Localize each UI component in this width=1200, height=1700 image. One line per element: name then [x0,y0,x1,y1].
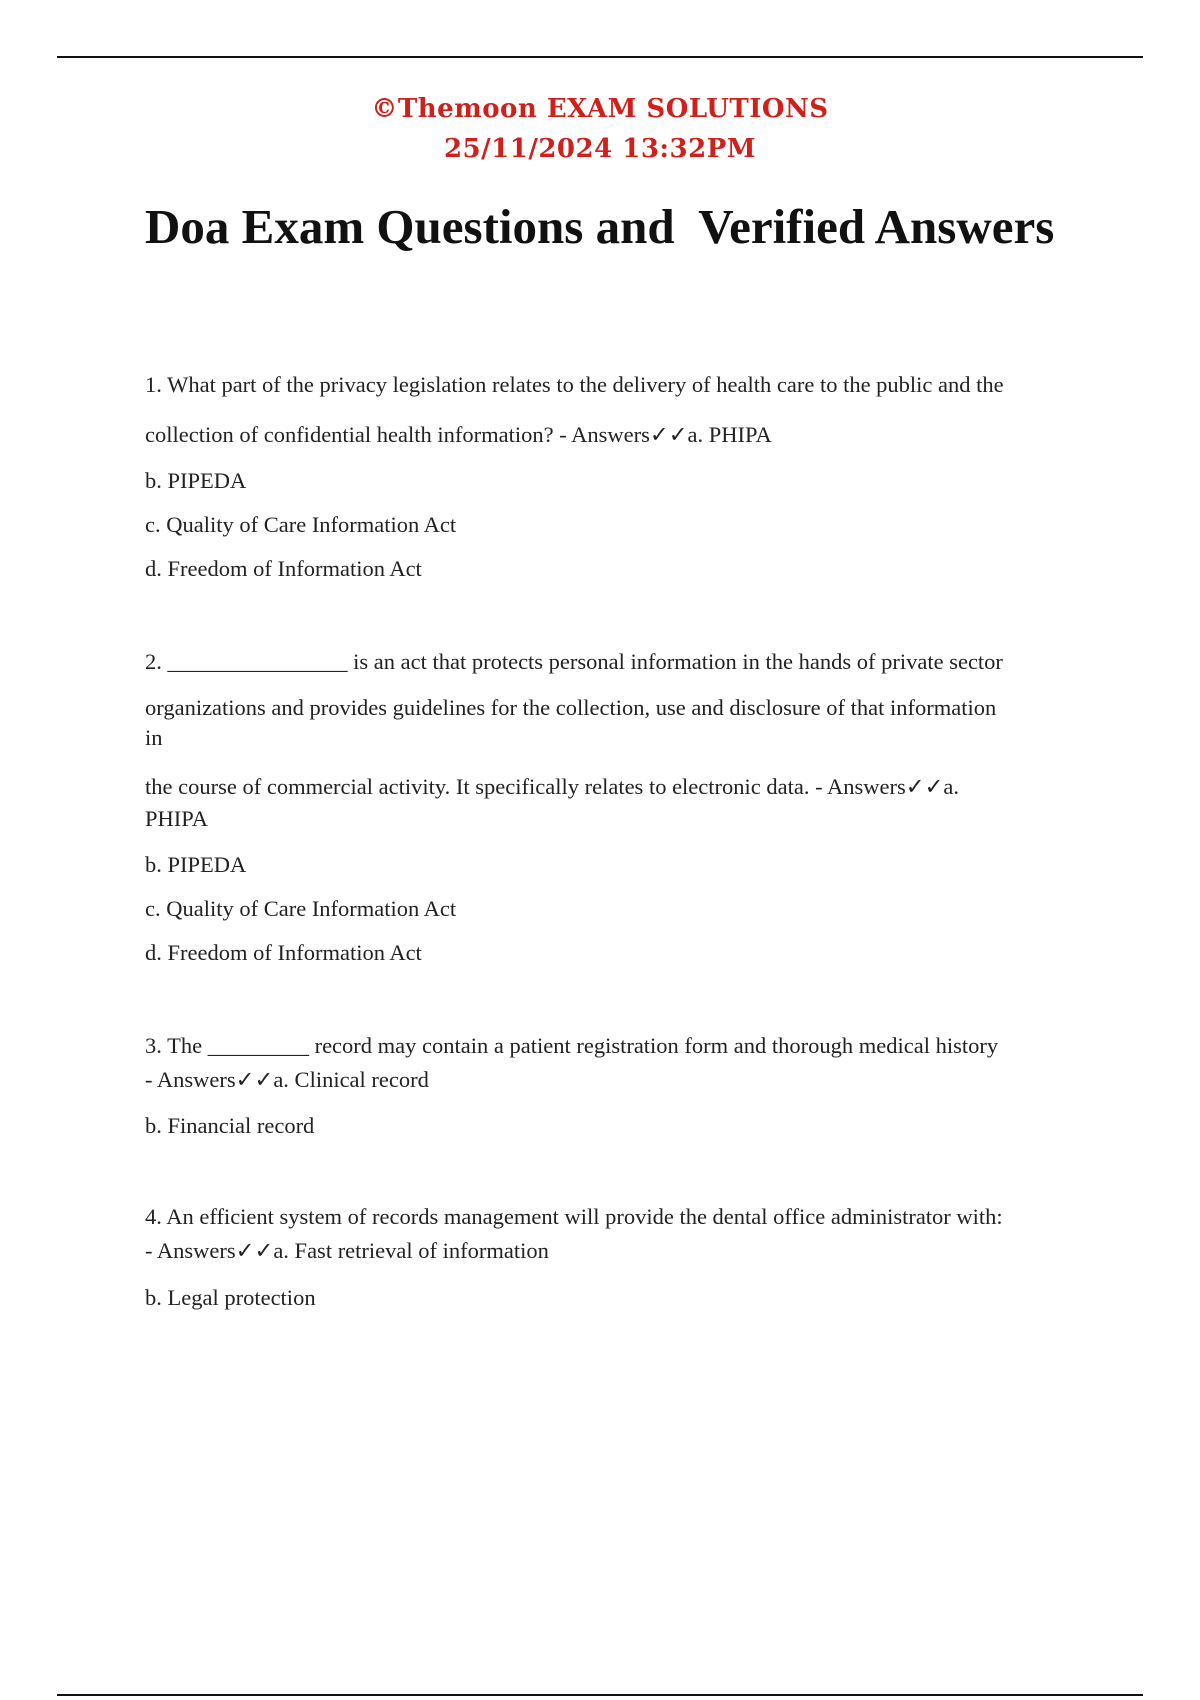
question-3-answer: - Answers✓✓a. Clinical record [145,1067,429,1092]
question-2-answer-wrap: PHIPA [145,806,208,831]
question-2-option-c: c. Quality of Care Information Act [145,896,457,921]
question-2-option-b: b. PIPEDA [145,852,247,877]
question-1-answer: collection of confidential health information? - Answers✓✓a. PHIPA [145,422,772,447]
document-title: Doa Exam Questions and Verified Answers [145,199,1055,254]
question-3-text: 3. The _________ record may contain a patient registration form and thorough medical history [145,1033,999,1058]
watermark-title: ©Themoon EXAM SOLUTIONS [371,94,829,124]
question-3-option-b: b. Financial record [145,1113,315,1138]
question-1-option-b: b. PIPEDA [145,468,247,493]
question-2-text: 2. ________________ is an act that protects personal information in the hands of private sector [145,649,1003,674]
question-2-text-cont: organizations and provides guidelines for the collection, use and disclosure of that information [145,695,997,720]
question-2-text-wrap: in [145,725,163,750]
top-rule [57,56,1143,58]
question-1-option-d: d. Freedom of Information Act [145,556,422,581]
question-1-option-c: c. Quality of Care Information Act [145,512,457,537]
question-2-answer: the course of commercial activity. It specifically relates to electronic data. - Answers✓✓a. [145,774,960,799]
watermark-timestamp: 25/11/2024 13:32PM [443,134,757,164]
question-4-answer: - Answers✓✓a. Fast retrieval of information [145,1238,549,1263]
question-1-text: 1. What part of the privacy legislation relates to the delivery of health care to the public and the [145,372,1004,397]
bottom-rule [57,1694,1143,1696]
question-4-option-b: b. Legal protection [145,1285,316,1310]
question-4-text: 4. An efficient system of records management will provide the dental office administrator with: [145,1204,1003,1229]
question-2-option-d: d. Freedom of Information Act [145,940,422,965]
